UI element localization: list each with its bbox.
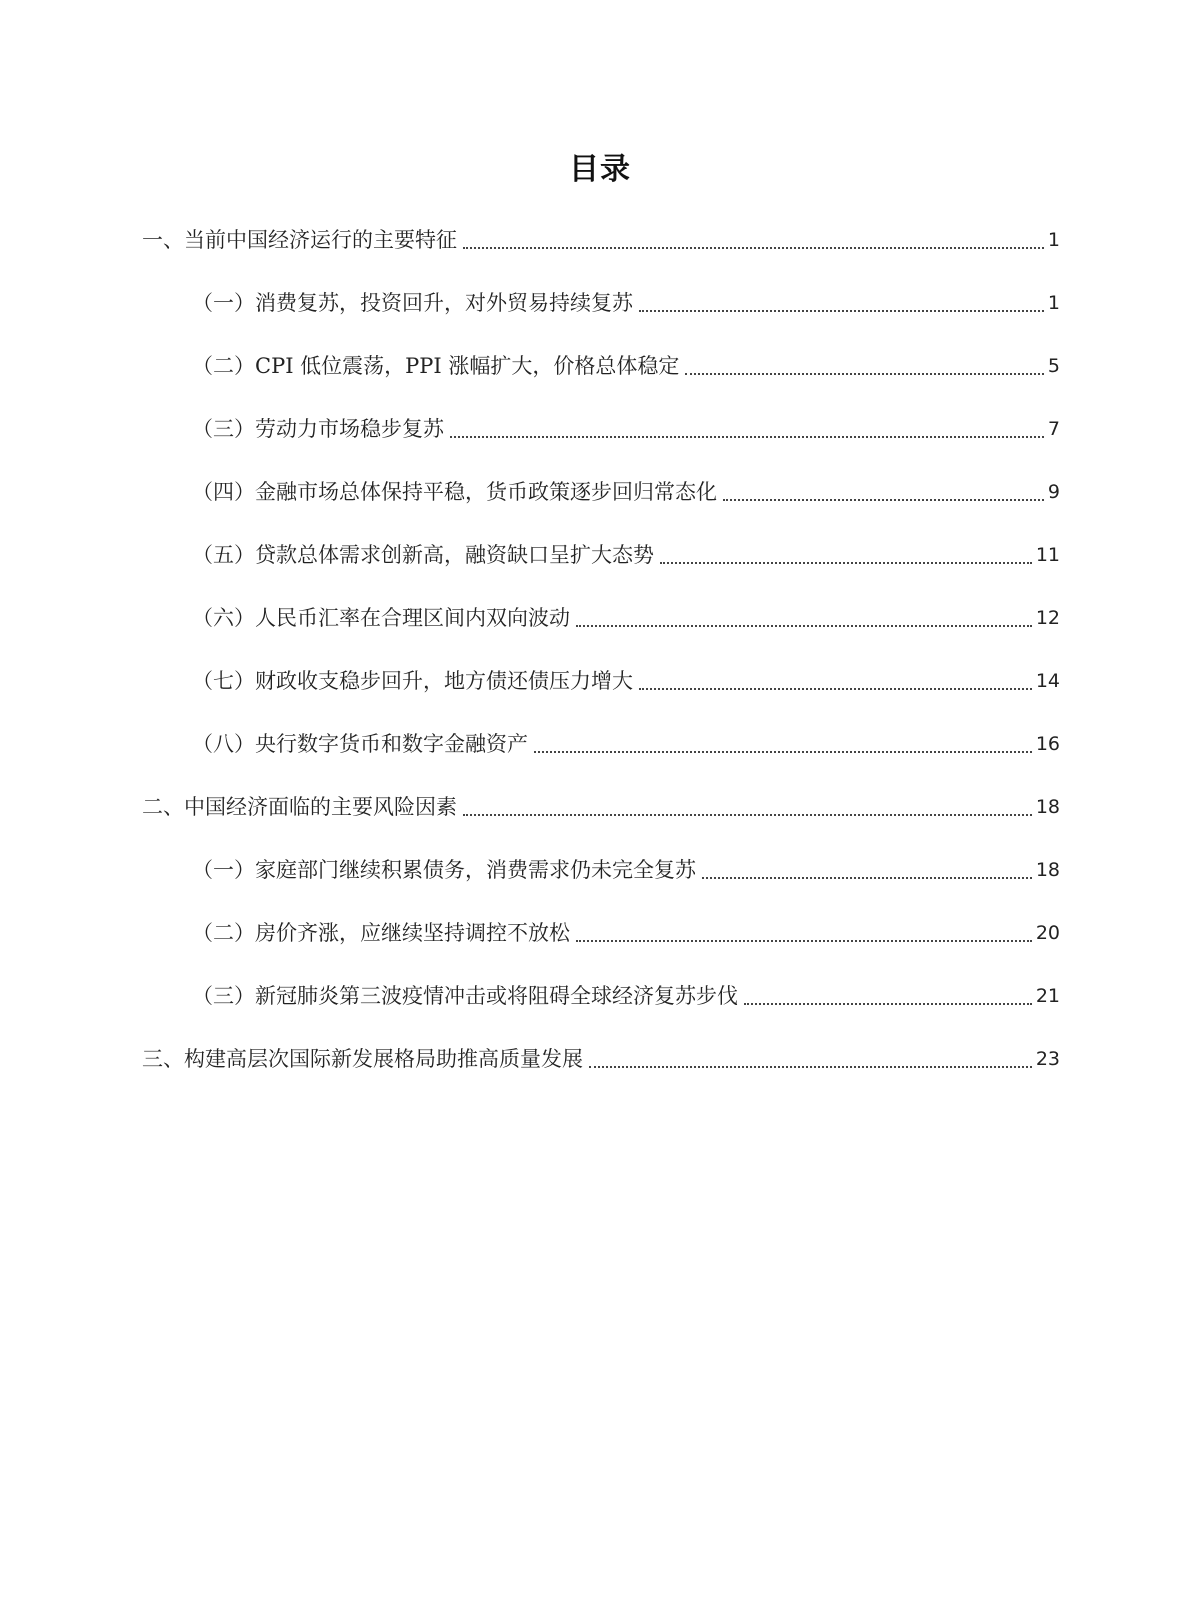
- toc-entry-text: （六）人民币汇率在合理区间内双向波动: [192, 605, 570, 630]
- toc-dot-leader: [702, 877, 1032, 879]
- toc-dot-leader: [723, 499, 1044, 501]
- toc-entry[interactable]: [0, 901, 1200, 964]
- toc-entry[interactable]: [0, 271, 1200, 334]
- toc-dot-leader: [576, 940, 1032, 942]
- toc-dot-leader: [589, 1066, 1032, 1068]
- toc-dot-leader: [463, 247, 1044, 249]
- toc-page-number: 21: [1035, 984, 1060, 1007]
- toc-entry[interactable]: [0, 397, 1200, 460]
- toc-entry[interactable]: [0, 523, 1200, 586]
- toc-page-number: 20: [1035, 921, 1060, 944]
- toc-dot-leader: [463, 814, 1032, 816]
- toc-dot-leader: [660, 562, 1032, 564]
- toc-entry[interactable]: [0, 334, 1200, 397]
- toc-page-number: 18: [1035, 858, 1060, 881]
- toc-page-number: 1: [1047, 228, 1060, 251]
- toc-entry[interactable]: [0, 649, 1200, 712]
- toc-entry-text: （一）家庭部门继续积累债务，消费需求仍未完全复苏: [192, 857, 696, 882]
- toc-entry-text: 三、构建高层次国际新发展格局助推高质量发展: [142, 1046, 583, 1071]
- toc-entry-text: （一）消费复苏，投资回升，对外贸易持续复苏: [192, 290, 633, 315]
- toc-entry[interactable]: [0, 775, 1200, 838]
- toc-page-number: 9: [1047, 480, 1060, 503]
- toc-entry-text: （三）劳动力市场稳步复苏: [192, 416, 444, 441]
- toc-entry[interactable]: [0, 586, 1200, 649]
- toc-page-number: 11: [1035, 543, 1060, 566]
- toc-entry-text: （三）新冠肺炎第三波疫情冲击或将阻碍全球经济复苏步伐: [192, 983, 738, 1008]
- toc-entry-text: 二、中国经济面临的主要风险因素: [142, 794, 457, 819]
- toc-entry-text: （二）房价齐涨，应继续坚持调控不放松: [192, 920, 570, 945]
- toc-dot-leader: [534, 751, 1032, 753]
- toc-entry-text: （五）贷款总体需求创新高，融资缺口呈扩大态势: [192, 542, 654, 567]
- toc-entry[interactable]: [0, 1027, 1200, 1090]
- toc-entry-text: （二）CPI 低位震荡，PPI 涨幅扩大，价格总体稳定: [192, 353, 680, 378]
- toc-page-number: 23: [1035, 1047, 1060, 1070]
- toc-entry[interactable]: [0, 838, 1200, 901]
- toc-entry-text: （四）金融市场总体保持平稳，货币政策逐步回归常态化: [192, 479, 717, 504]
- toc-entry[interactable]: [0, 208, 1200, 271]
- toc-entry-text: （八）央行数字货币和数字金融资产: [192, 731, 528, 756]
- toc-dot-leader: [744, 1003, 1032, 1005]
- toc-entry[interactable]: [0, 712, 1200, 775]
- toc-page-number: 5: [1047, 354, 1060, 377]
- toc-dot-leader: [685, 373, 1044, 375]
- toc-page-number: 16: [1035, 732, 1060, 755]
- toc-dot-leader: [576, 625, 1032, 627]
- toc-title: 目录: [569, 152, 631, 187]
- toc-dot-leader: [639, 310, 1044, 312]
- toc-page-number: 1: [1047, 291, 1060, 314]
- toc-page-number: 18: [1035, 795, 1060, 818]
- toc-page-number: 12: [1035, 606, 1060, 629]
- toc-dot-leader: [450, 436, 1044, 438]
- toc-entry[interactable]: [0, 964, 1200, 1027]
- toc-page-number: 7: [1047, 417, 1060, 440]
- toc-page-number: 14: [1035, 669, 1060, 692]
- toc-entry[interactable]: [0, 460, 1200, 523]
- toc-entry-text: （七）财政收支稳步回升，地方债还债压力增大: [192, 668, 633, 693]
- toc-dot-leader: [639, 688, 1032, 690]
- toc-entry-text: 一、当前中国经济运行的主要特征: [142, 227, 457, 252]
- toc-list: [0, 208, 1200, 1090]
